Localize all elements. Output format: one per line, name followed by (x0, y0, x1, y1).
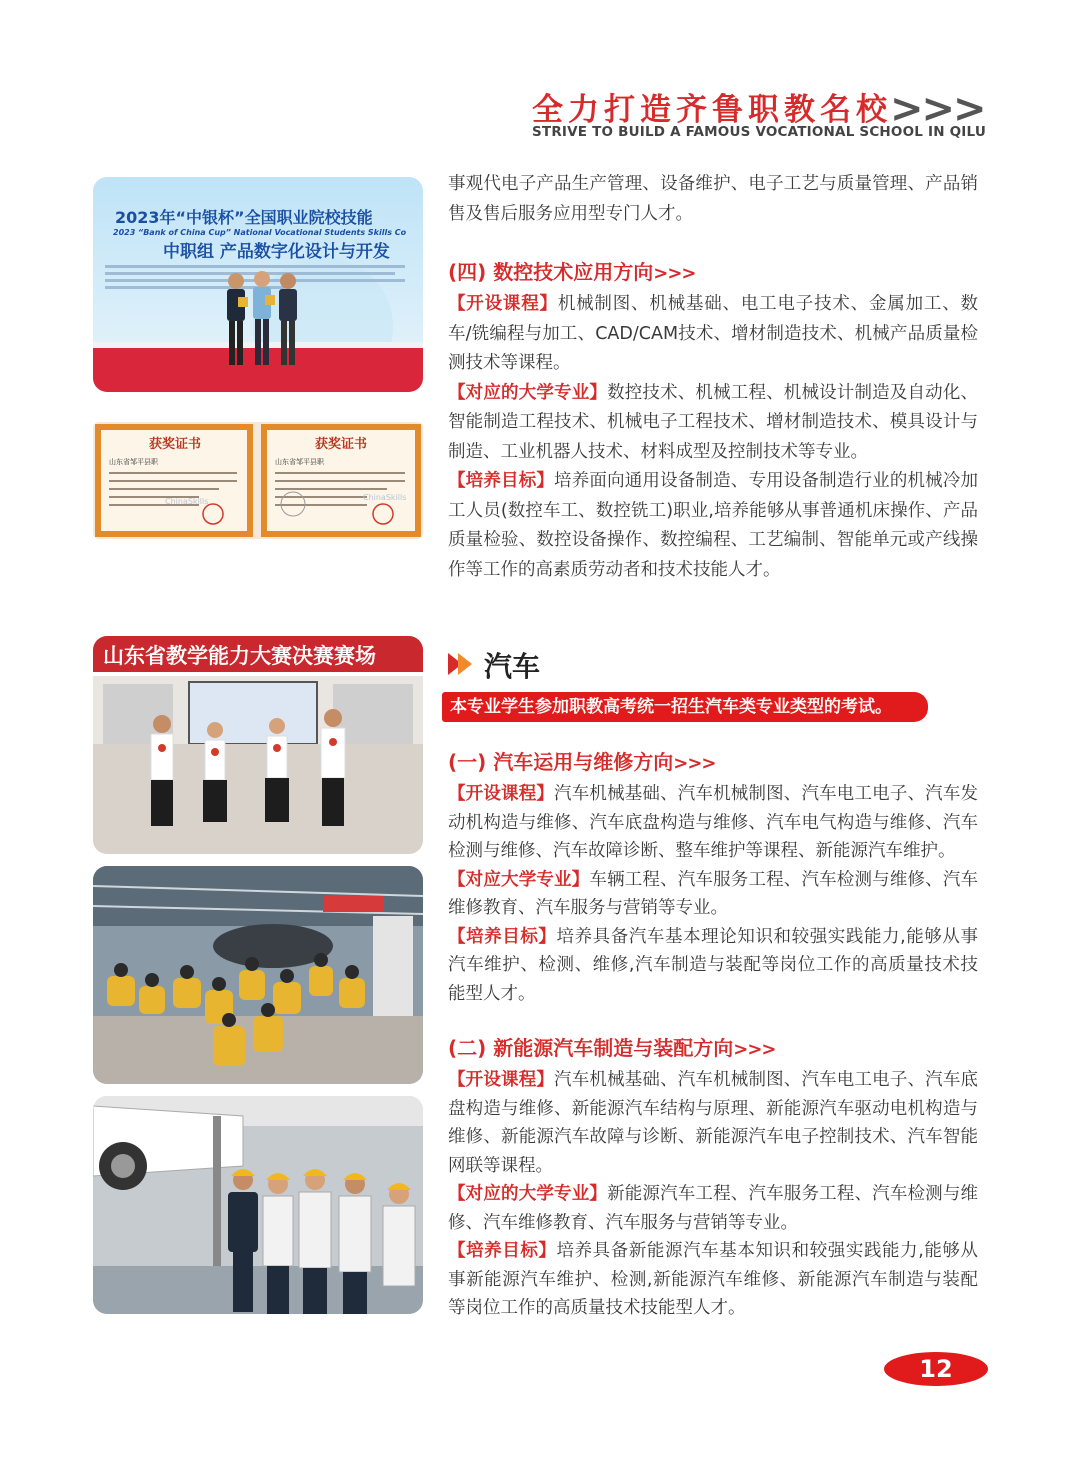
photo-certificates (93, 422, 423, 539)
page-header (532, 84, 992, 144)
teaching-contest-art (93, 636, 423, 854)
cnc-majors (448, 379, 978, 468)
auto-maint-courses-tag: 【开设课程】 (448, 784, 555, 804)
intro-paragraph: 事观代电子产品生产管理、设备维护、电子工艺与质量管理、产品销售及售后服务应用型专门人才。 (448, 174, 978, 224)
cnc-courses-tag: 【开设课程】 (448, 294, 558, 314)
nev-goal-text: 培养具备新能源汽车基本知识和较强实践能力,能够从事新能源汽车维护、检测,新能源汽车维修、新能源汽车制造与装配等岗位工作的高质量技术技能型人才。 (448, 1241, 979, 1318)
nev-majors (448, 1180, 978, 1237)
cnc-courses-text: 机械制图、机械基础、电工电子技术、金属加工、数车/铣编程与加工、CAD/CAM技术、增材制造技术、机械产品质量检测技术等课程。 (448, 294, 979, 373)
certificate-right (261, 424, 421, 537)
cnc-goal (448, 467, 978, 585)
cnc-majors-tag: 【对应的大学专业】 (448, 382, 608, 403)
auto-exam-banner: 本专业学生参加职教高考统一招生汽车类专业类型的考试。 (442, 692, 928, 722)
cnc-title-text: (四) 数控技术应用方向 (448, 260, 654, 284)
competition-line1: 2023年“中银杯”全国职业院校技能 (115, 208, 373, 227)
nev-majors-text: 新能源汽车工程、汽车服务工程、汽车检测与维修、汽车维修教育、汽车服务与营销等专业。 (448, 1184, 979, 1233)
nev-title-text: (二) 新能源汽车制造与装配方向 (448, 1036, 734, 1060)
page-number-badge (884, 1352, 988, 1386)
auto-section-name: 汽车 (484, 650, 541, 683)
auto-maint-title-arrow: >>> (673, 753, 716, 774)
nev-goal-tag: 【培养目标】 (448, 1241, 557, 1261)
nev-workshop-art (93, 1096, 423, 1314)
cnc-majors-text: 数控技术、机械工程、机械设计制造及自动化、智能制造工程技术、机械电子工程技术、增材制造技术、模具设计与制造、工业机器人技术、材料成型及控制技术等专业。 (448, 382, 979, 462)
auto-maint-goal (448, 923, 978, 1009)
auto-maint-majors-tag: 【对应大学专业】 (448, 869, 590, 890)
nev-majors-tag: 【对应的大学专业】 (448, 1184, 608, 1204)
header-arrows: >>> (890, 86, 985, 132)
nev-title (448, 1032, 978, 1066)
photo-competition (93, 177, 423, 392)
auto-maint-majors-text: 车辆工程、汽车服务工程、汽车检测与维修、汽车维修教育、汽车服务与营销等专业。 (448, 869, 979, 918)
cnc-courses (448, 290, 978, 379)
cnc-title-arrow: >>> (653, 263, 696, 284)
auto-maint-section (448, 746, 978, 1008)
certificate-title-right: 获奖证书 (314, 437, 368, 452)
photo-auto-workshop (93, 866, 423, 1084)
auto-maint-title (448, 746, 978, 780)
contest-banner-text: 山东省教学能力大赛决赛赛场 (103, 644, 376, 668)
auto-maint-majors (448, 866, 978, 923)
cnc-goal-tag: 【培养目标】 (448, 471, 555, 491)
competition-photo-art (93, 177, 423, 392)
header-title-cn: 全力打造齐鲁职教名校 (532, 92, 892, 128)
photo-nev-workshop (93, 1096, 423, 1314)
intro-text-block (448, 170, 978, 229)
auto-maint-title-text: (一) 汽车运用与维修方向 (448, 750, 674, 774)
competition-line3: 中职组 产品数字化设计与开发 (163, 242, 390, 262)
photo-teaching-contest (93, 636, 423, 854)
page-number: 12 (919, 1355, 953, 1383)
auto-maint-goal-tag: 【培养目标】 (448, 926, 557, 947)
auto-maint-goal-text: 培养具备汽车基本理论知识和较强实践能力,能够从事汽车维护、检测、维修,汽车制造与装配等岗位工作的高质量技术技能型人才。 (448, 926, 979, 1004)
certificate-title-left: 获奖证书 (148, 437, 202, 452)
nev-goal (448, 1237, 978, 1323)
certificates-art (93, 422, 423, 539)
nev-title-arrow: >>> (733, 1039, 776, 1060)
cnc-title (448, 256, 978, 290)
cnc-goal-text: 培养面向通用设备制造、专用设备制造行业的机械冷加工人员(数控车工、数控铣工)职业,培养能够从事普通机床操作、产品质量检验、数控设备操作、数控编程、工艺编制、智能单元或产线操作等工作的高素质劳动者和技术技能人才。 (448, 471, 979, 580)
section-marker-icon (448, 653, 472, 675)
certificate-watermark-right: ChinaSkills (363, 493, 407, 502)
header-title-en: STRIVE TO BUILD A FAMOUS VOCATIONAL SCHOOL IN QILU (532, 124, 986, 140)
certificate-watermark-left: ChinaSkills (165, 497, 209, 506)
auto-maint-courses-text: 汽车机械基础、汽车机械制图、汽车电工电子、汽车发动机构造与维修、汽车底盘构造与维修、汽车电气构造与维修、汽车检测与维修、汽车故障诊断、整车维护等课程、新能源汽车维护。 (448, 784, 979, 861)
competition-line2: 2023 “Bank of China Cup” National Vocational Students Skills Co (113, 228, 407, 237)
nev-courses-text: 汽车机械基础、汽车机械制图、汽车电工电子、汽车底盘构造与维修、新能源汽车结构与原理、新能源汽车驱动电机构造与维修、新能源汽车故障与诊断、新能源汽车电子控制技术、汽车智能网联等课程。 (448, 1070, 979, 1176)
auto-maint-courses (448, 780, 978, 866)
cnc-section (448, 256, 978, 585)
auto-workshop-art (93, 866, 423, 1084)
nev-section (448, 1032, 978, 1323)
nev-courses (448, 1066, 978, 1180)
certificate-left (95, 424, 253, 537)
nev-courses-tag: 【开设课程】 (448, 1070, 555, 1090)
certificate-school-right: 山东省邹平县职 (275, 458, 324, 466)
certificate-school-left: 山东省邹平县职 (109, 458, 158, 466)
